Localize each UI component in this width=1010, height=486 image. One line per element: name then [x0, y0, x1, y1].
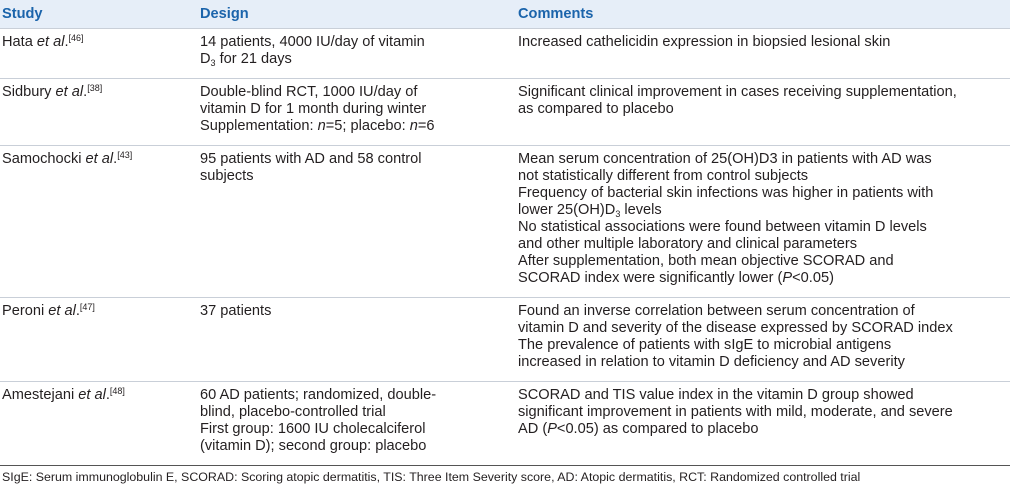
table-footnote: SIgE: Serum immunoglobulin E, SCORAD: Scoring atopic dermatitis, TIS: Three Item Severity score, AD: Atopic dermatitis, RCT: Randomized controlled trial [2, 470, 861, 484]
comments-line: Frequency of bacterial skin infections was higher in patients with [518, 185, 934, 201]
header-design: Design [200, 6, 249, 22]
comments-line: Increased cathelicidin expression in biopsied lesional skin [518, 34, 891, 50]
table-row [0, 79, 1010, 146]
study-dot: . [83, 84, 88, 100]
comments-line: No statistical associations were found between vitamin D levels [518, 219, 927, 235]
design-cell [200, 79, 518, 146]
italic-text: P [547, 421, 557, 437]
table-body [0, 29, 1010, 466]
study-reference: [43] [117, 150, 133, 160]
design-line: subjects [200, 168, 254, 184]
comments-line: Mean serum concentration of 25(OH)D3 in patients with AD was [518, 151, 932, 167]
table-row [0, 146, 1010, 298]
study-cell [0, 146, 200, 298]
comments-line: The prevalence of patients with sIgE to microbial antigens [518, 337, 892, 353]
comments-line: AD (P<0.05) as compared to placebo [518, 421, 759, 437]
study-etal: et al [78, 387, 106, 403]
study-dot: . [64, 34, 69, 50]
table-row [0, 298, 1010, 382]
study-name: Amestejani [2, 387, 79, 403]
comments-cell [518, 298, 1010, 382]
design-line: (vitamin D); second group: placebo [200, 438, 427, 454]
comments-line: SCORAD and TIS value index in the vitamin D group showed [518, 387, 914, 403]
comments-cell [518, 146, 1010, 298]
comments-line: significant improvement in patients with mild, moderate, and severe [518, 404, 953, 420]
study-reference: [47] [79, 302, 95, 312]
study-cell [0, 298, 200, 382]
study-etal: et al [48, 303, 76, 319]
comments-cell [518, 382, 1010, 466]
study-reference: [46] [68, 33, 84, 43]
comments-line: and other multiple laboratory and clinical parameters [518, 236, 858, 252]
study-name: Hata [2, 34, 37, 50]
italic-text: n [409, 118, 418, 134]
study-etal: et al [55, 84, 84, 100]
header-row [0, 0, 1010, 29]
italic-text: n [317, 118, 326, 134]
design-line: First group: 1600 IU cholecalciferol [200, 421, 426, 437]
study-reference: [48] [109, 386, 125, 396]
comments-line: lower $25(OH)D_3$ levels [518, 202, 662, 219]
design-line: 60 AD patients; randomized, double- [200, 387, 437, 403]
study-dot: . [113, 151, 118, 167]
study-name: Sidbury [2, 84, 56, 100]
header-study: Study [2, 6, 43, 22]
study-reference: [38] [87, 83, 103, 93]
comments-cell [518, 79, 1010, 146]
study-dot: . [75, 303, 80, 319]
comments-line: increased in relation to vitamin D deficiency and AD severity [518, 354, 905, 370]
comments-cell [518, 29, 1010, 79]
design-cell [200, 298, 518, 382]
comments-line: Found an inverse correlation between serum concentration of [518, 303, 915, 319]
design-line: 14 patients, 4000 IU/day of vitamin [200, 34, 425, 50]
table-row [0, 382, 1010, 466]
subscript: 3 [615, 209, 621, 219]
comments-line: SCORAD index were significantly lower (P<0.05) [518, 270, 834, 286]
design-line: 37 patients [200, 303, 272, 319]
italic-text: P [782, 270, 793, 286]
design-cell [200, 29, 518, 79]
study-etal: et al [85, 151, 114, 167]
design-line: $D_3$ for 21 days [200, 51, 292, 68]
study-name: Samochocki [2, 151, 86, 167]
design-cell [200, 146, 518, 298]
study-cell [0, 79, 200, 146]
table-header [0, 0, 1010, 29]
design-cell [200, 382, 518, 466]
comments-line: vitamin D and severity of the disease expressed by SCORAD index [518, 320, 953, 336]
study-dot: . [105, 387, 110, 403]
comments-line: as compared to placebo [518, 101, 674, 117]
comments-line: not statistically different from control subjects [518, 168, 809, 184]
study-name: Peroni [2, 303, 49, 319]
table-row [0, 29, 1010, 79]
design-line: blind, placebo-controlled trial [200, 404, 386, 420]
study-cell [0, 382, 200, 466]
design-line: 95 patients with AD and 58 control [200, 151, 422, 167]
header-comments: Comments [518, 6, 594, 22]
comments-line: Significant clinical improvement in cases receiving supplementation, [518, 84, 957, 100]
subscript: 3 [210, 58, 216, 68]
design-line: vitamin D for 1 month during winter [200, 101, 427, 117]
study-cell [0, 29, 200, 79]
comments-line: After supplementation, both mean objective SCORAD and [518, 253, 894, 269]
design-line: Double-blind RCT, 1000 IU/day of [200, 84, 418, 100]
design-line: Supplementation: n=5; placebo: n=6 [200, 118, 435, 134]
study-etal: et al [36, 34, 65, 50]
